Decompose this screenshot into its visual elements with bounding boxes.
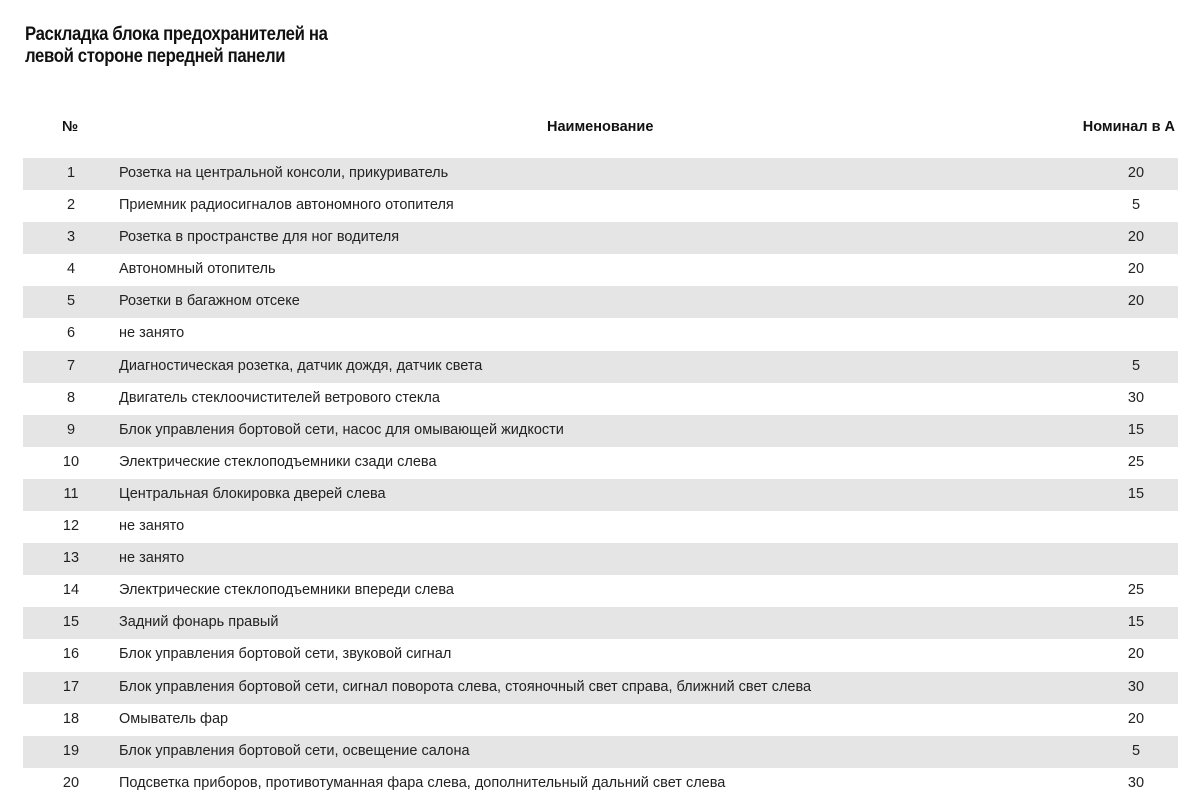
fuse-rating-cell: 30 [1127,389,1145,406]
fuse-rating-cell: 5 [1131,357,1141,374]
fuse-number-cell: 6 [66,325,76,342]
fuse-name-cell: Блок управления бортовой сети, звуковой сигнал [119,646,452,663]
header-rating: Номинал в А [1082,119,1175,135]
table-row [23,575,1178,607]
fuse-name-cell: не занято [119,518,185,535]
fuse-name-cell: не занято [119,325,185,342]
table-row [23,286,1178,318]
fuse-number-cell: 19 [62,742,80,759]
fuse-table [23,111,1178,791]
fuse-rating-cell: 15 [1127,485,1145,502]
table-row [23,736,1178,768]
fuse-name-cell: Электрические стеклоподъемники впереди слева [119,582,454,599]
table-row [23,158,1178,190]
table-row [23,479,1178,511]
fuse-number-cell: 10 [62,453,80,470]
fuse-number-cell: 5 [66,293,76,310]
fuse-rating-cell: 5 [1131,197,1141,214]
table-row [23,351,1178,383]
fuse-name-cell: Автономный отопитель [119,261,276,278]
fuse-name-cell: Диагностическая розетка, датчик дождя, датчик света [119,357,483,374]
fuse-rating-cell: 15 [1127,421,1145,438]
fuse-number-cell: 20 [62,774,80,791]
fuse-number-cell: 16 [62,646,80,663]
fuse-rating-cell: 20 [1127,229,1145,246]
fuse-name-cell: Розетки в багажном отсеке [119,293,300,310]
fuse-rating-cell: 5 [1131,742,1141,759]
fuse-rating-cell: 15 [1127,614,1145,631]
fuse-rating-cell: 30 [1127,774,1145,791]
table-row [23,768,1178,800]
fuse-rating-cell: 20 [1127,646,1145,663]
fuse-name-cell: Приемник радиосигналов автономного отопителя [119,197,454,214]
fuse-name-cell: Блок управления бортовой сети, освещение салона [119,742,470,759]
table-row [23,704,1178,736]
fuse-number-cell: 13 [62,550,80,567]
page-title [25,24,328,68]
table-row [23,318,1178,350]
table-row [23,543,1178,575]
fuse-rating-cell: 20 [1127,293,1145,310]
page-title-line-2: левой стороне передней панели [25,46,286,67]
fuse-rating-cell: 30 [1127,678,1145,695]
fuse-number-cell: 18 [62,710,80,727]
fuse-rating-cell: 20 [1127,165,1145,181]
table-row [23,607,1178,639]
fuse-name-cell: Двигатель стеклоочистителей ветрового стекла [119,389,440,406]
fuse-number-cell: 8 [66,389,76,406]
table-row [23,511,1178,543]
fuse-name-cell: Задний фонарь правый [119,614,279,631]
table-row [23,415,1178,447]
fuse-number-cell: 2 [66,197,76,214]
header-number: № [62,119,79,135]
table-row [23,190,1178,222]
fuse-rating-cell: 25 [1127,453,1145,470]
fuse-number-cell: 12 [62,518,80,535]
page-title-line-1: Раскладка блока предохранителей на [25,24,328,45]
table-row [23,222,1178,254]
table-row [23,254,1178,286]
fuse-name-cell: Электрические стеклоподъемники сзади слева [119,453,437,470]
fuse-rating-cell: 20 [1127,710,1145,727]
fuse-rating-cell: 20 [1127,261,1145,278]
fuse-number-cell: 14 [62,582,80,599]
fuse-name-cell: Омыватель фар [119,710,229,727]
table-body [23,158,1178,800]
fuse-name-cell: Блок управления бортовой сети, сигнал поворота слева, стояночный свет справа, ближний свет слева [119,678,812,695]
fuse-number-cell: 1 [66,165,76,181]
fuse-name-cell: не занято [119,550,185,567]
fuse-number-cell: 7 [66,357,76,374]
fuse-name-cell: Розетка на центральной консоли, прикуриватель [119,165,449,181]
fuse-number-cell: 4 [66,261,76,278]
fuse-number-cell: 9 [66,421,76,438]
fuse-name-cell: Подсветка приборов, противотуманная фара слева, дополнительный дальний свет слева [119,774,726,791]
fuse-name-cell: Центральная блокировка дверей слева [119,485,386,502]
table-row [23,639,1178,671]
fuse-number-cell: 15 [62,614,80,631]
fuse-number-cell: 11 [63,485,79,502]
fuse-name-cell: Блок управления бортовой сети, насос для омывающей жидкости [119,421,564,438]
table-row [23,672,1178,704]
header-name: Наименование [547,119,654,135]
table-row [23,447,1178,479]
table-row [23,383,1178,415]
fuse-number-cell: 17 [62,678,80,695]
fuse-rating-cell: 25 [1127,582,1145,599]
fuse-name-cell: Розетка в пространстве для ног водителя [119,229,400,246]
fuse-number-cell: 3 [66,229,76,246]
table-header [23,111,1178,143]
